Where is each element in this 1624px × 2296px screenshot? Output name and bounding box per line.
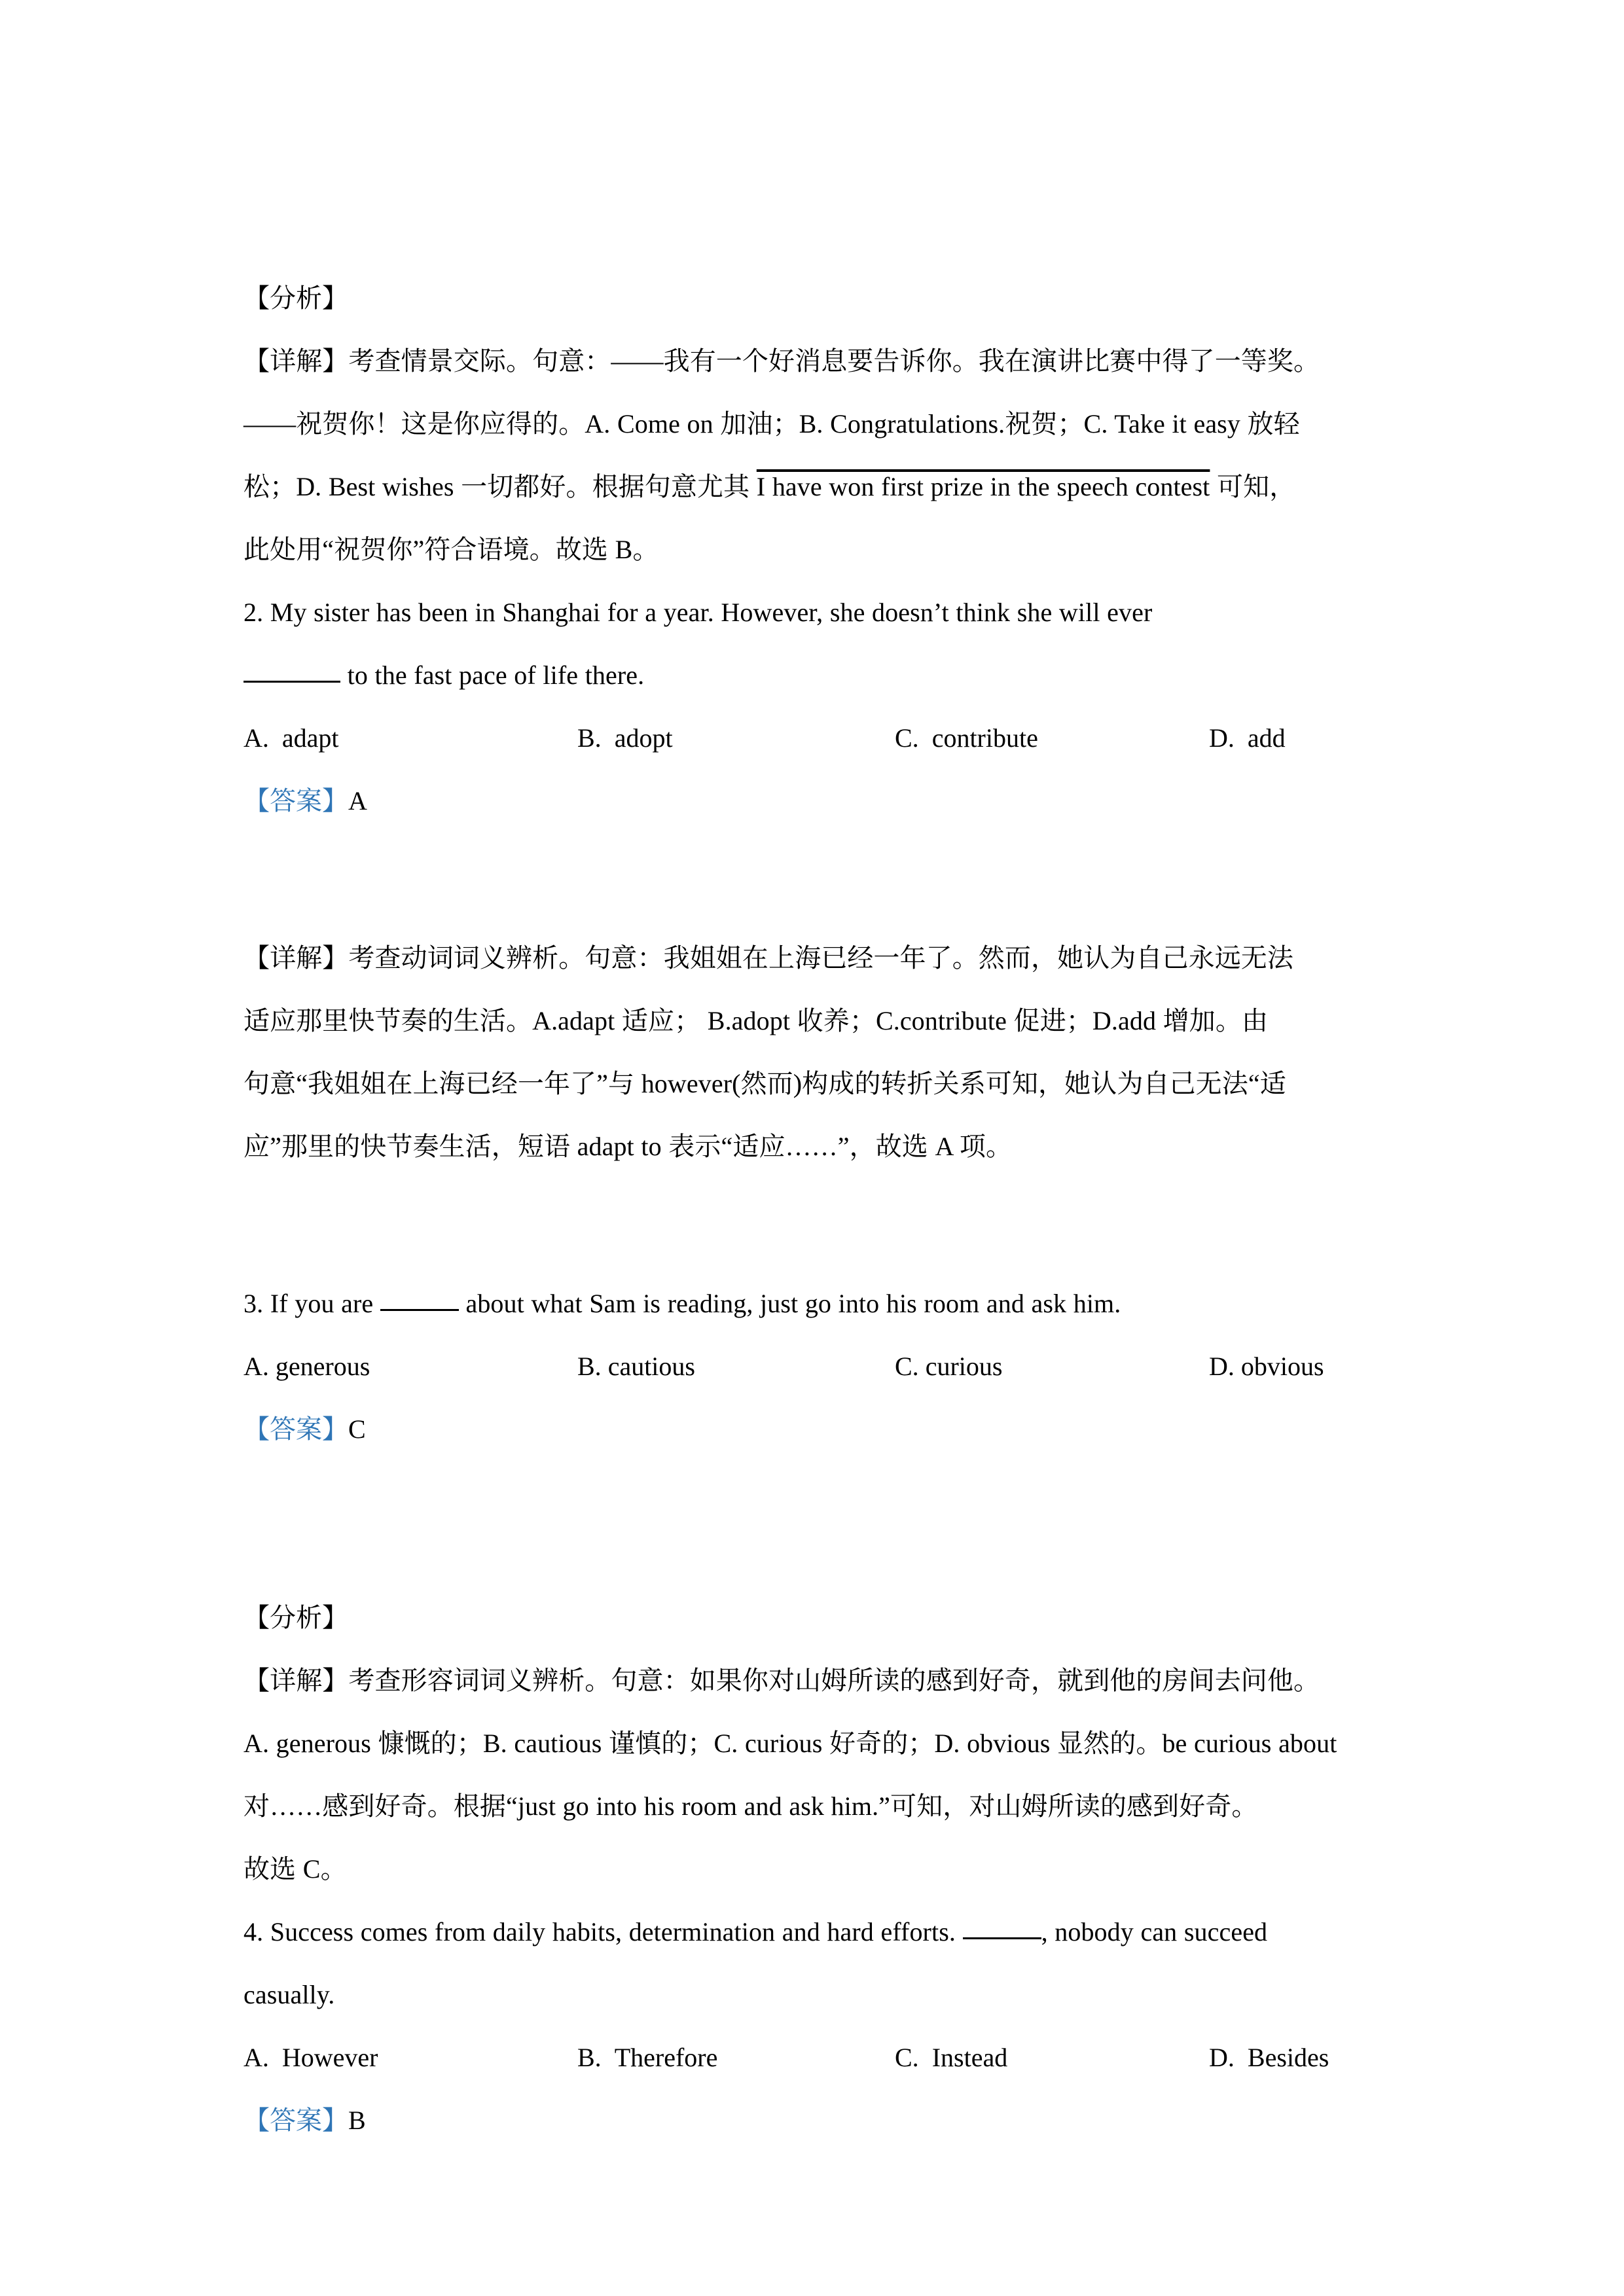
explanation-1-line-4: 此处用“祝贺你”符合语境。故选 B。 [244, 535, 659, 564]
question-3-stem [244, 1272, 1399, 1335]
question-3-option-b[interactable] [577, 1335, 695, 1398]
explanation-1-line-3-suffix: 可知， [1210, 472, 1296, 501]
question-3-option-c-key: C. [895, 1352, 919, 1381]
question-2-option-a-text: adapt [281, 723, 339, 753]
question-3-option-c-text: curious [925, 1352, 1003, 1381]
question-2-options [244, 707, 1399, 770]
question-3-option-b-text: cautious [607, 1352, 695, 1381]
question-2-option-a-key: A. [244, 723, 269, 753]
question-3-option-d[interactable] [1209, 1335, 1324, 1398]
question-3-option-c[interactable] [895, 1335, 1002, 1398]
explanation-2-line-3: 句意“我姐姐在上海已经一年了”与 however(然而)构成的转折关系可知，她认为自己无法“适 [244, 1069, 1286, 1098]
question-4-answer-tag: 【答案】 [244, 2106, 348, 2135]
question-4-option-c-text: Instead [931, 2043, 1008, 2072]
explanation-2-line-4: 应”那里的快节奏生活，短语 adapt to 表示“适应……”，故选 A 项。 [244, 1132, 1013, 1161]
question-2-option-d-text: add [1247, 723, 1286, 753]
question-3-option-b-key: B. [577, 1352, 602, 1381]
question-3-option-d-text: obvious [1240, 1352, 1324, 1381]
question-4-option-b-key: B. [577, 2043, 602, 2072]
question-2-answer-letter: A [348, 786, 367, 816]
question-3-stem-prefix: 3. If you are [244, 1289, 380, 1318]
question-2-option-b[interactable] [577, 707, 673, 770]
question-2-option-c-text: contribute [931, 723, 1038, 753]
question-2-option-c-key: C. [895, 723, 919, 753]
explanation-3-line-2: A. generous 慷慨的；B. cautious 谨慎的；C. curious 好奇的；D. obvious 显然的。be curious about [244, 1729, 1337, 1758]
explanation-1-line-3 [244, 456, 1399, 518]
question-4-option-b-text: Therefore [614, 2043, 718, 2072]
explanation-3-line-4: 故选 C。 [244, 1854, 347, 1884]
explanation-1-line-2: ——祝贺你！这是你应得的。A. Come on 加油；B. Congratulations.祝贺；C. Take it easy 放轻 [244, 409, 1300, 439]
question-4-option-d-text: Besides [1247, 2043, 1329, 2072]
question-4-option-c[interactable] [895, 2026, 1007, 2089]
question-4-options [244, 2026, 1399, 2089]
question-4-stem-line-2: casually. [244, 1980, 335, 2009]
question-2-option-b-text: adopt [614, 723, 673, 753]
explanation-3-line-1: 【详解】考查形容词词义辨析。句意：如果你对山姆所读的感到好奇，就到他的房间去问他。 [244, 1666, 1320, 1695]
analysis-heading-1: 【分析】 [244, 283, 348, 313]
question-4-option-c-key: C. [895, 2043, 919, 2072]
question-2-option-b-key: B. [577, 723, 602, 753]
question-4-option-a-key: A. [244, 2043, 269, 2072]
question-4-answer [244, 2089, 1399, 2152]
spacer-after-q2-answer [244, 833, 1399, 927]
question-3-option-d-key: D. [1209, 1352, 1235, 1381]
explanation-1-quoted-sentence: I have won first prize in the speech contest [756, 472, 1210, 501]
explanation-2-line-1: 【详解】考查动词词义辨析。句意：我姐姐在上海已经一年了。然而，她认为自己永远无法 [244, 943, 1293, 973]
explanation-3-line-3: 对……感到好奇。根据“just go into his room and ask him.”可知，对山姆所读的感到好奇。 [244, 1791, 1258, 1821]
explanation-1-line-3-prefix: 松；D. Best wishes 一切都好。根据句意尤其 [244, 472, 757, 501]
spacer-before-q3 [244, 1178, 1399, 1272]
question-2-stem-line-2 [244, 644, 1399, 707]
question-2-stem-line-2-text: to the fast pace of life there. [340, 660, 645, 690]
question-4-option-b[interactable] [577, 2026, 717, 2089]
question-4-stem-prefix: 4. Success comes from daily habits, determination and hard efforts. [244, 1917, 963, 1946]
question-3-option-a[interactable] [244, 1335, 370, 1398]
question-2-answer [244, 770, 1399, 833]
page-content-flow [244, 267, 1399, 2152]
analysis-heading-2: 【分析】 [244, 1603, 348, 1632]
question-3-option-a-key: A. [244, 1352, 269, 1381]
question-3-blank [380, 1309, 459, 1311]
question-2-blank [244, 681, 340, 683]
spacer-after-q3-answer-2 [244, 1555, 1399, 1587]
question-2-stem-line-1: 2. My sister has been in Shanghai for a year. However, she doesn’t think she will ever [244, 598, 1153, 627]
question-4-option-d[interactable] [1209, 2026, 1329, 2089]
question-3-option-a-text: generous [275, 1352, 370, 1381]
question-4-option-a-text: However [281, 2043, 378, 2072]
explanation-1-line-1: 【详解】考查情景交际。句意：——我有一个好消息要告诉你。我在演讲比赛中得了一等奖。 [244, 346, 1320, 376]
question-4-option-a[interactable] [244, 2026, 378, 2089]
question-3-answer-tag: 【答案】 [244, 1414, 348, 1444]
question-2-answer-tag: 【答案】 [244, 786, 348, 816]
question-3-options [244, 1335, 1399, 1398]
question-3-answer-letter: C [348, 1414, 366, 1444]
question-4-stem-suffix: , nobody can succeed [1041, 1917, 1268, 1946]
question-4-blank [963, 1937, 1041, 1939]
question-4-option-d-key: D. [1209, 2043, 1235, 2072]
spacer-after-q3-answer [244, 1461, 1399, 1555]
question-3-stem-suffix: about what Sam is reading, just go into his room and ask him. [458, 1289, 1121, 1318]
question-2-option-d-key: D. [1209, 723, 1235, 753]
explanation-2-line-2: 适应那里快节奏的生活。A.adapt 适应； B.adopt 收养；C.contribute 促进；D.add 增加。由 [244, 1006, 1269, 1035]
question-4-stem-line-1 [244, 1901, 1399, 1964]
question-2-option-a[interactable] [244, 707, 339, 770]
question-4-answer-letter: B [348, 2106, 366, 2135]
question-2-option-d[interactable] [1209, 707, 1286, 770]
question-2-option-c[interactable] [895, 707, 1038, 770]
question-3-answer [244, 1398, 1399, 1461]
